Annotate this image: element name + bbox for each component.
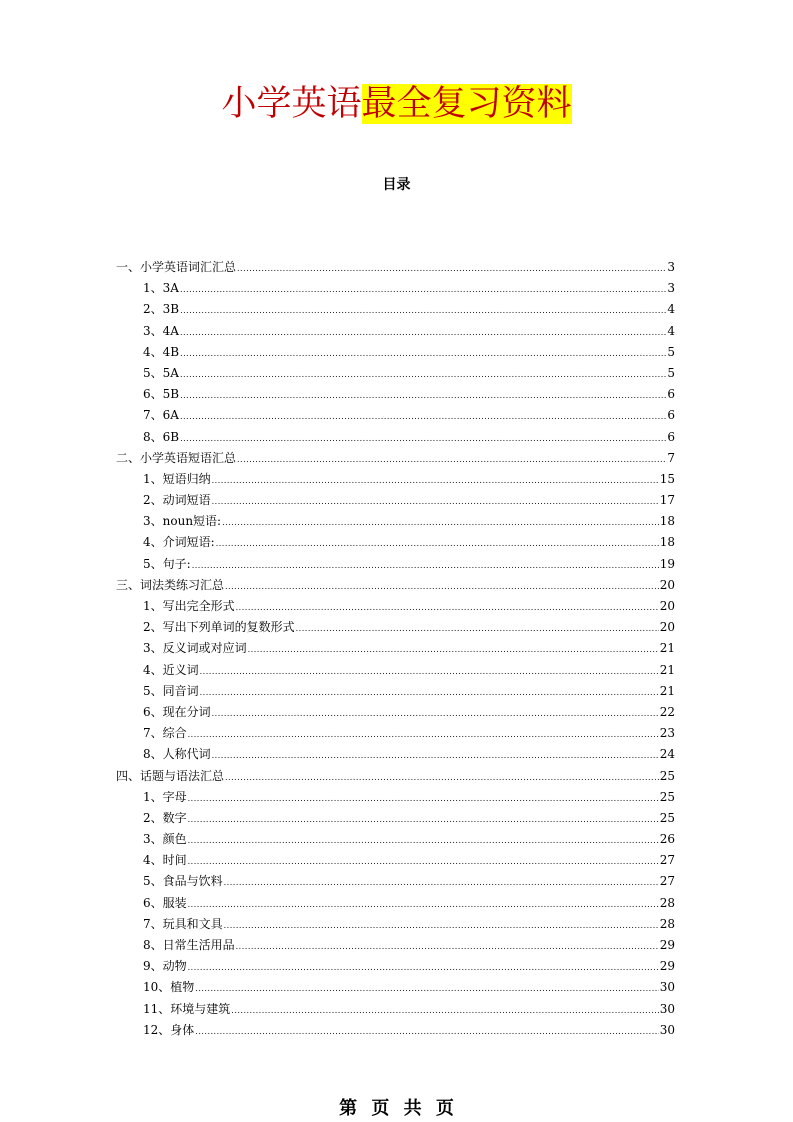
toc-dot-leader <box>180 300 666 321</box>
toc-page-number: 6 <box>667 429 675 444</box>
toc-subsection-entry[interactable] <box>116 596 675 617</box>
toc-entry-label: 1、字母 <box>143 789 187 804</box>
toc-page-number: 30 <box>659 1022 675 1037</box>
toc-entry-label: 1、3A <box>143 281 179 296</box>
toc-dot-leader <box>212 470 659 491</box>
toc-page-number: 5 <box>667 365 675 380</box>
toc-subsection-entry[interactable] <box>116 405 675 426</box>
toc-page-number: 25 <box>659 768 675 783</box>
toc-dot-leader <box>236 936 659 957</box>
toc-section-entry[interactable] <box>116 766 675 787</box>
toc-dot-leader <box>216 533 659 554</box>
toc-entry-label: 4、介词短语: <box>143 535 215 550</box>
toc-entry-label: 8、6B <box>143 429 180 444</box>
toc-page-number: 21 <box>659 683 675 698</box>
table-of-contents <box>116 257 675 1041</box>
toc-dot-leader <box>188 894 659 915</box>
toc-subsection-entry[interactable] <box>116 490 675 511</box>
toc-subsection-entry[interactable] <box>116 829 675 850</box>
toc-page-number: 3 <box>667 260 675 274</box>
toc-dot-leader <box>195 1021 658 1042</box>
toc-subsection-entry[interactable] <box>116 363 675 384</box>
toc-entry-label: 9、动物 <box>143 959 187 974</box>
title-part-plain: 小学英语 <box>221 84 362 124</box>
toc-heading: 目录 <box>382 177 411 193</box>
toc-section-entry[interactable] <box>116 257 675 278</box>
toc-dot-leader <box>180 279 666 300</box>
toc-dot-leader <box>188 809 659 830</box>
toc-subsection-entry[interactable] <box>116 321 675 342</box>
toc-dot-leader <box>188 830 659 851</box>
toc-subsection-entry[interactable] <box>116 850 675 871</box>
toc-dot-leader <box>212 703 659 724</box>
toc-subsection-entry[interactable] <box>116 511 675 532</box>
toc-entry-label: 7、6A <box>143 408 179 423</box>
toc-section-entry[interactable] <box>116 448 675 469</box>
toc-subsection-entry[interactable] <box>116 787 675 808</box>
toc-page-number: 15 <box>659 471 675 486</box>
toc-dot-leader <box>180 428 666 449</box>
toc-dot-leader <box>225 767 659 788</box>
toc-page-number: 24 <box>659 747 675 762</box>
toc-entry-label: 1、写出完全形式 <box>143 599 235 613</box>
toc-entry-label: 3、反义词或对应词 <box>143 641 247 656</box>
document-title <box>0 80 793 130</box>
toc-entry-label: 8、日常生活用品 <box>143 938 235 952</box>
toc-entry-label: 3、颜色 <box>143 832 187 847</box>
toc-entry-label: 5、5A <box>143 365 179 380</box>
toc-entry-label: 2、写出下列单词的复数形式 <box>143 620 295 635</box>
toc-dot-leader <box>192 555 659 576</box>
toc-subsection-entry[interactable] <box>116 702 675 723</box>
toc-entry-label: 7、综合 <box>143 726 187 741</box>
toc-subsection-entry[interactable] <box>116 299 675 320</box>
toc-entry-label: 4、近义词 <box>143 662 199 677</box>
toc-entry-label: 12、身体 <box>143 1022 195 1037</box>
toc-subsection-entry[interactable] <box>116 744 675 765</box>
toc-entry-label: 2、动词短语 <box>143 493 211 508</box>
toc-page-number: 30 <box>659 980 675 995</box>
toc-dot-leader <box>195 978 658 999</box>
toc-dot-leader <box>200 682 659 703</box>
toc-dot-leader <box>225 576 659 597</box>
toc-entry-label: 二、小学英语短语汇总 <box>116 450 237 465</box>
toc-subsection-entry[interactable] <box>116 871 675 892</box>
toc-page-number: 22 <box>659 704 675 719</box>
toc-page-number: 20 <box>659 599 675 613</box>
toc-dot-leader <box>212 491 659 512</box>
toc-entry-label: 三、词法类练习汇总 <box>116 577 225 592</box>
toc-subsection-entry[interactable] <box>116 977 675 998</box>
toc-page-number: 20 <box>659 577 675 592</box>
toc-entry-label: 3、noun短语: <box>143 514 222 529</box>
toc-page-number: 28 <box>659 916 675 931</box>
toc-page-number: 29 <box>659 938 675 952</box>
toc-subsection-entry[interactable] <box>116 532 675 553</box>
toc-subsection-entry[interactable] <box>116 723 675 744</box>
toc-subsection-entry[interactable] <box>116 660 675 681</box>
toc-page-number: 26 <box>659 832 675 847</box>
toc-subsection-entry[interactable] <box>116 1020 675 1041</box>
toc-dot-leader <box>222 512 659 533</box>
title-part-highlighted: 最全复习资料 <box>361 84 572 124</box>
toc-page-number: 17 <box>659 493 675 508</box>
toc-dot-leader <box>237 449 666 470</box>
toc-entry-label: 3、4A <box>143 323 179 338</box>
toc-subsection-entry[interactable] <box>116 914 675 935</box>
toc-dot-leader <box>231 1000 658 1021</box>
toc-page-number: 5 <box>667 344 675 359</box>
toc-dot-leader <box>224 915 659 936</box>
toc-entry-label: 2、3B <box>143 302 180 317</box>
toc-entry-label: 10、植物 <box>143 980 195 995</box>
toc-page-number: 27 <box>659 874 675 889</box>
toc-dot-leader <box>180 364 666 385</box>
toc-dot-leader <box>237 258 666 279</box>
toc-entry-label: 6、5B <box>143 387 180 402</box>
toc-subsection-entry[interactable] <box>116 554 675 575</box>
toc-subsection-entry[interactable] <box>116 808 675 829</box>
toc-entry-label: 4、时间 <box>143 853 187 868</box>
toc-subsection-entry[interactable] <box>116 384 675 405</box>
toc-page-number: 25 <box>659 810 675 825</box>
toc-entry-label: 11、环境与建筑 <box>143 1001 231 1016</box>
toc-dot-leader <box>224 872 659 893</box>
toc-page-number: 30 <box>659 1001 675 1016</box>
toc-subsection-entry[interactable] <box>116 342 675 363</box>
toc-entry-label: 2、数字 <box>143 810 187 825</box>
toc-entry-label: 8、人称代词 <box>143 747 211 762</box>
toc-entry-label: 4、4B <box>143 344 180 359</box>
toc-entry-label: 5、同音词 <box>143 683 199 698</box>
toc-dot-leader <box>296 618 659 639</box>
toc-page-number: 20 <box>659 620 675 635</box>
toc-dot-leader <box>180 385 666 406</box>
toc-dot-leader <box>212 745 659 766</box>
toc-dot-leader <box>188 957 659 978</box>
toc-page-number: 29 <box>659 959 675 974</box>
toc-entry-label: 1、短语归纳 <box>143 471 211 486</box>
toc-entry-label: 四、话题与语法汇总 <box>116 768 225 783</box>
toc-subsection-entry[interactable] <box>116 638 675 659</box>
toc-entry-label: 5、句子: <box>143 556 191 571</box>
toc-dot-leader <box>180 406 666 427</box>
toc-dot-leader <box>188 851 659 872</box>
toc-subsection-entry[interactable] <box>116 469 675 490</box>
toc-page-number: 23 <box>659 726 675 741</box>
toc-page-number: 3 <box>667 281 675 296</box>
toc-subsection-entry[interactable] <box>116 935 675 956</box>
toc-subsection-entry[interactable] <box>116 278 675 299</box>
toc-dot-leader <box>188 724 659 745</box>
toc-page-number: 4 <box>667 323 675 338</box>
toc-subsection-entry[interactable] <box>116 893 675 914</box>
toc-subsection-entry[interactable] <box>116 617 675 638</box>
toc-subsection-entry[interactable] <box>116 681 675 702</box>
toc-dot-leader <box>236 597 659 618</box>
toc-entry-label: 6、现在分词 <box>143 704 211 719</box>
toc-page-number: 6 <box>667 387 675 402</box>
toc-page-number: 7 <box>667 450 675 465</box>
toc-dot-leader <box>180 322 666 343</box>
toc-subsection-entry[interactable] <box>116 427 675 448</box>
toc-entry-label: 7、玩具和文具 <box>143 916 223 931</box>
toc-page-number: 19 <box>659 556 675 571</box>
toc-entry-label: 5、食品与饮料 <box>143 874 223 889</box>
toc-dot-leader <box>188 788 659 809</box>
toc-page-number: 28 <box>659 895 675 910</box>
toc-entry-label: 一、小学英语词汇汇总 <box>116 260 237 274</box>
toc-section-entry[interactable] <box>116 575 675 596</box>
toc-page-number: 6 <box>667 408 675 423</box>
toc-dot-leader <box>248 639 659 660</box>
page-footer: 第 页 共 页 <box>339 1098 454 1119</box>
toc-page-number: 25 <box>659 789 675 804</box>
toc-page-number: 21 <box>659 641 675 656</box>
toc-page-number: 21 <box>659 662 675 677</box>
toc-subsection-entry[interactable] <box>116 956 675 977</box>
toc-entry-label: 6、服装 <box>143 895 187 910</box>
toc-page-number: 27 <box>659 853 675 868</box>
toc-subsection-entry[interactable] <box>116 999 675 1020</box>
toc-dot-leader <box>200 661 659 682</box>
toc-page-number: 18 <box>659 535 675 550</box>
toc-dot-leader <box>180 343 666 364</box>
toc-page-number: 4 <box>667 302 675 317</box>
toc-page-number: 18 <box>659 514 675 529</box>
